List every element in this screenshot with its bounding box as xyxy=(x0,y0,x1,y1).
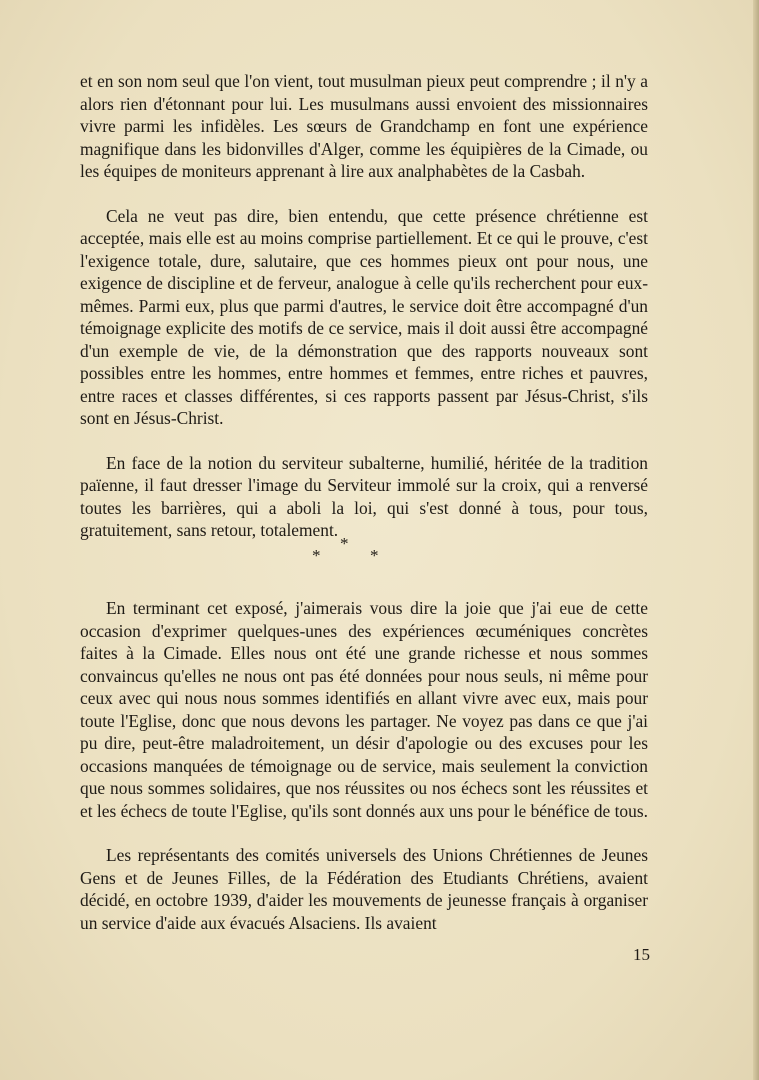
separator-star-left: * xyxy=(312,546,321,565)
text-block-bottom xyxy=(80,597,648,934)
separator-star-right: * xyxy=(370,546,379,565)
section-separator xyxy=(300,534,390,570)
separator-star-top: * xyxy=(340,534,349,553)
page-edge xyxy=(753,0,759,1080)
paragraph-5: Les représentants des comités universels des Unions Chrétiennes de Jeunes Gens et de Jeunes Filles, de la Fédération des Etudiants Chrétiens, avaient décidé, en octobre 1939, d'aider les mouvements de jeunesse français à organiser un service d'aide aux évacués Alsaciens. Ils avaient xyxy=(80,845,648,933)
text-block-top xyxy=(80,70,648,542)
paragraph-2: Cela ne veut pas dire, bien entendu, que cette présence chrétienne est acceptée, mais elle est au moins comprise partiellement. Et ce qui le prouve, c'est l'exigence totale, dure, salutaire, que ces hommes pieux ont pour nous, une exigence de discipline et de ferveur, analogue à celle qu'ils recherchent pour eux-mêmes. Parmi eux, plus que parmi d'autres, le service doit être accompagné d'un témoignage explicite des motifs de ce service, mais il doit aussi être accompagné d'un exemple de vie, de la démonstration que des rapports nouveaux sont possibles entre les hommes, entre hommes et femmes, entre riches et pauvres, entre races et classes différentes, si ces rapports passent par Jésus-Christ, s'ils sont en Jésus-Christ. xyxy=(80,205,648,428)
paragraph-3: En face de la notion du serviteur subalterne, humilié, héritée de la tradition païenne, il faut dresser l'image du Serviteur immolé sur la croix, qui a renversé toutes les barrières, qui a aboli la loi, qui s'est donné à tous, pour tous, gratuitement, sans retour, totalement. xyxy=(80,452,648,540)
paragraph-1: et en son nom seul que l'on vient, tout musulman pieux peut comprendre ; il n'y a alors rien d'étonnant pour lui. Les musulmans aussi envoient des missionnaires vivre parmi les infidèles. Les sœurs de Grandchamp en font une expérience magnifique dans les bidonvilles d'Alger, comme les équipières de la Cimade, ou les équipes de moniteurs apprenant à lire aux analphabètes de la Casbah. xyxy=(80,71,648,181)
paragraph-4: En terminant cet exposé, j'aimerais vous dire la joie que j'ai eue de cette occasion d'exprimer quelques-unes des expériences œcuméniques concrètes faites à la Cimade. Elles nous ont été une grande richesse et nous sommes convaincus qu'elles ne nous ont pas été données pour nous seuls, ni même pour ceux avec qui nous nous sommes identifiés en allant vivre avec eux, mais pour toute l'Eglise, donc que nous devons les partager. Ne voyez pas dans ce que j'ai pu dire, peut-être maladroitement, un désir d'apologie ou des excuses pour les occasions manquées de témoignage ou de service, mais seulement la conviction que nous sommes solidaires, que nos réussites ou nos échecs sont les réussites et et les échecs de toute l'Eglise, qu'ils sont donnés aux uns pour le bénéfice de tous. xyxy=(80,598,648,821)
page-number: 15 xyxy=(633,945,650,964)
